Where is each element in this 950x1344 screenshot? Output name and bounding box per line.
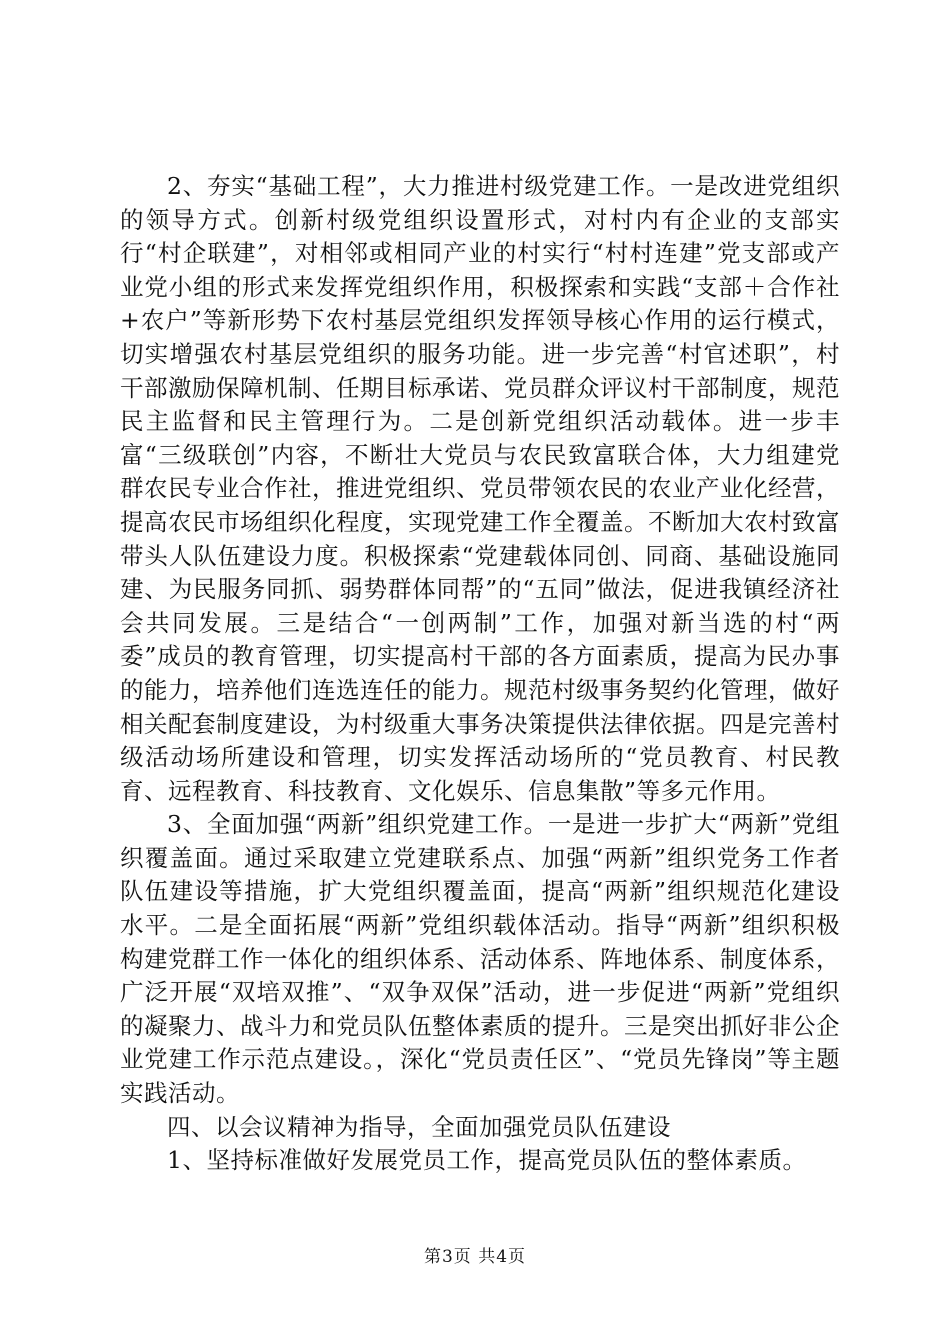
paragraph-develop-party-members: 1、坚持标准做好发展党员工作，提高党员队伍的整体素质。 xyxy=(167,1146,807,1175)
section-heading-party-member-team: 四、以会议精神为指导，全面加强党员队伍建设 xyxy=(167,1112,671,1141)
page-number-footer: 第3页 共4页 xyxy=(423,1247,527,1267)
paragraph-two-new-organizations: 3、全面加强“两新”组织党建工作。一是进一步扩大“两新”党组织覆盖面。通过采取建立党建联系点、加强“两新”组织党务工作者队伍建设等措施，扩大党组织覆盖面，提高“两新”组织规范化建设水平。二是全面拓展“两新”党组织载体活动。指导“两新”组织积极构建党群工作一体化的组织体系、活动体系、阵地体系、制度体系，广泛开展“双培双推”、“双争双保”活动，进一步促进“两新”党组织的凝聚力、战斗力和党员队伍整体素质的提升。三是突出抓好非公企业党建工作示范点建设。，深化“党员责任区”、“党员先锋岗”等主题实践活动。 xyxy=(120,810,840,1108)
paragraph-strengthen-village-party-building: 2、夯实“基础工程”，大力推进村级党建工作。一是改进党组织的领导方式。创新村级党组织设置形式，对村内有企业的支部实行“村企联建”，对相邻或相同产业的村实行“村村连建”党支部或产业党小组的形式来发挥党组织作用，积极探索和实践“支部＋合作社+农户”等新形势下农村基层党组织发挥领导核心作用的运行模式，切实增强农村基层党组织的服务功能。进一步完善“村官述职”，村干部激励保障机制、任期目标承诺、党员群众评议村干部制度，规范民主监督和民主管理行为。二是创新党组织活动载体。进一步丰富“三级联创”内容，不断壮大党员与农民致富联合体，大力组建党群农民专业合作社，推进党组织、党员带领农民的农业产业化经营，提高农民市场组织化程度，实现党建工作全覆盖。不断加大农村致富带头人队伍建设力度。积极探索“党建载体同创、同商、基础设施同建、为民服务同抓、弱势群体同帮”的“五同”做法，促进我镇经济社会共同发展。三是结合“一创两制”工作，加强对新当选的村“两委”成员的教育管理，切实提高村干部的各方面素质，提高为民办事的能力，培养他们连选连任的能力。规范村级事务契约化管理，做好相关配套制度建设，为村级重大事务决策提供法律依据。四是完善村级活动场所建设和管理，切实发挥活动场所的“党员教育、村民教育、远程教育、科技教育、文化娱乐、信息集散”等多元作用。 xyxy=(120,172,840,805)
document-body xyxy=(120,170,840,1178)
